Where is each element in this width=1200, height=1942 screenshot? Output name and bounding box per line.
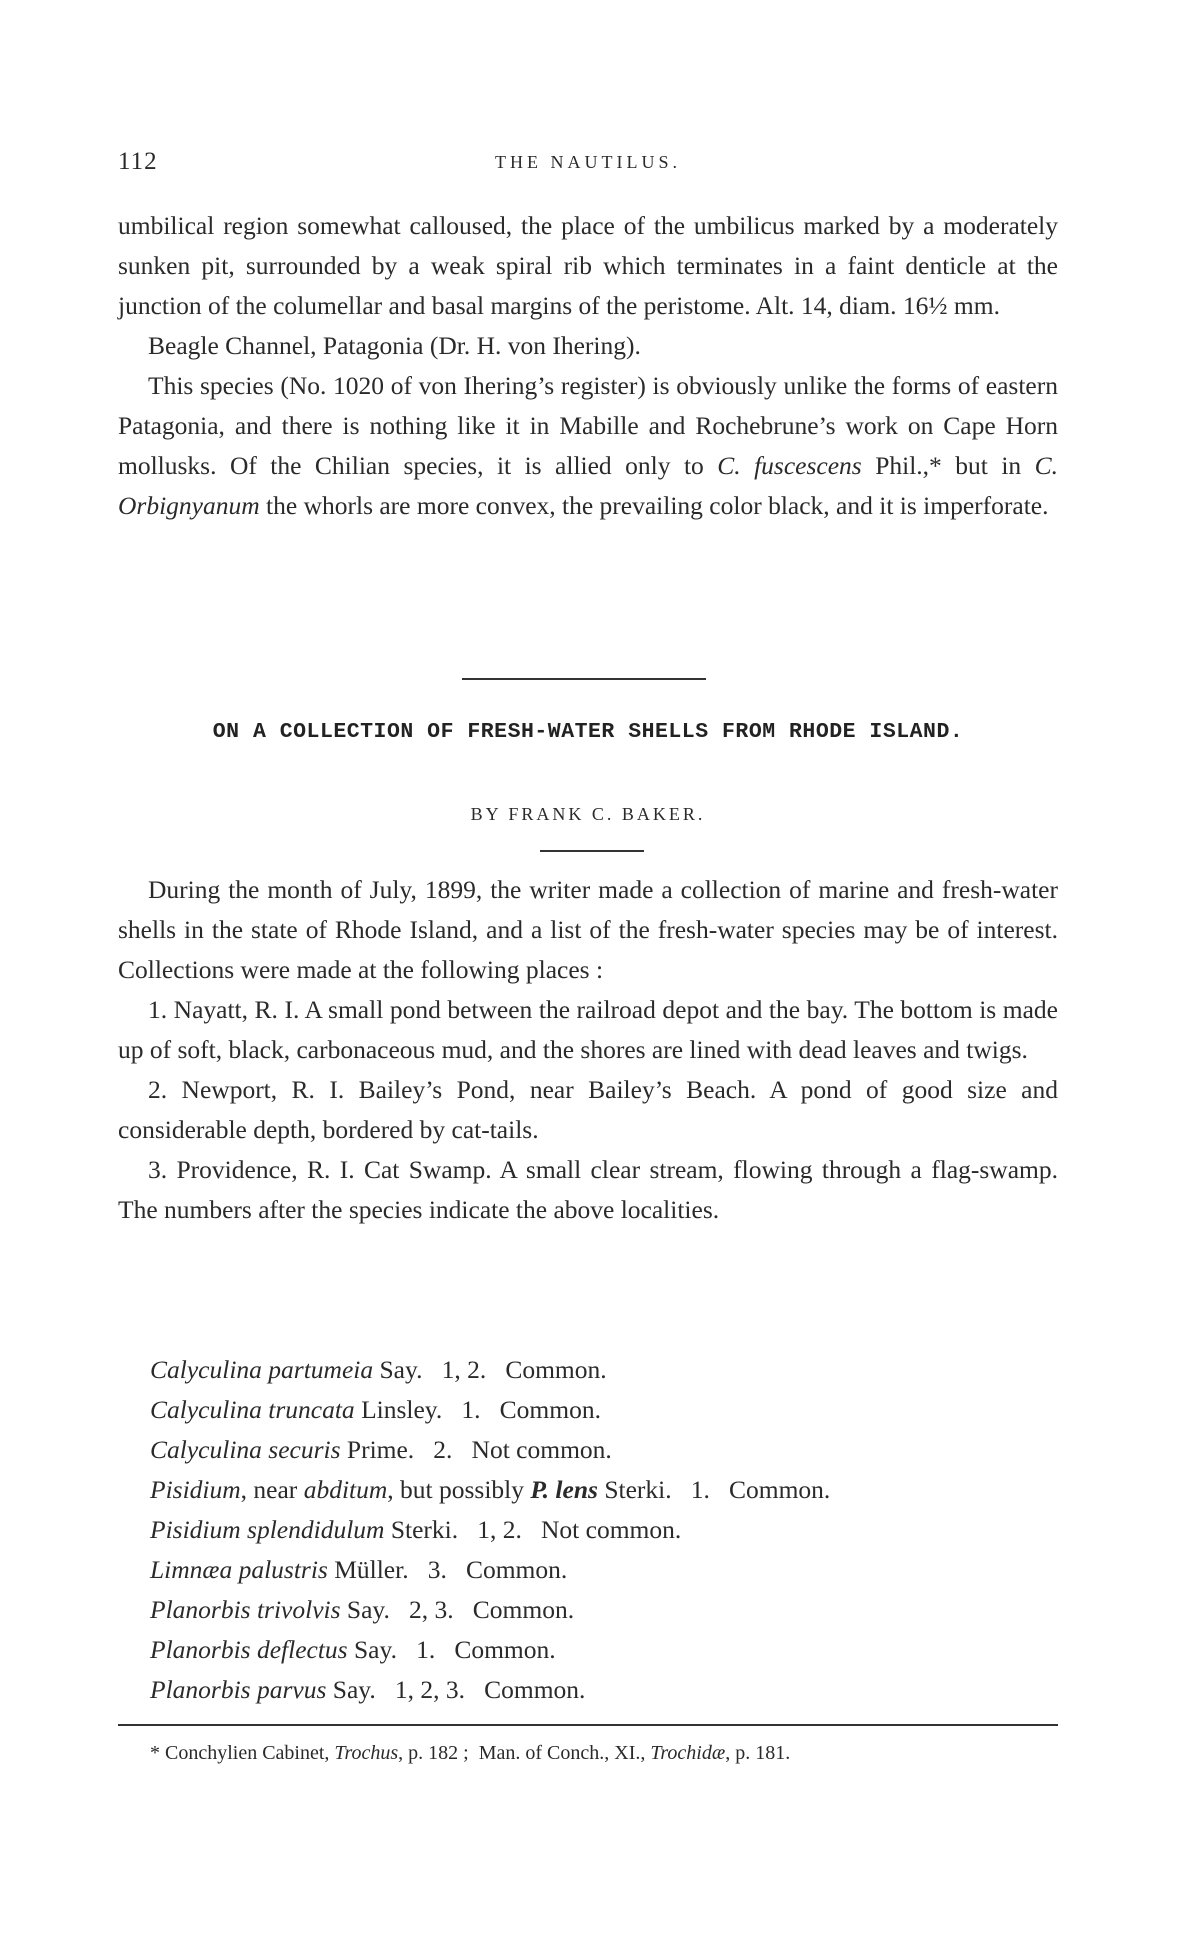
species-detail: Sterki. 1. Common. bbox=[597, 1475, 831, 1504]
continuation-paragraph: umbilical region somewhat calloused, the place of the umbilicus marked by a moderately sunken pit, surrounded by a weak spiral rib which terminates in a faint denticle at the junction of the columellar and basal margins of the peristome. Alt. 14, diam. 16½ mm. bbox=[118, 211, 1058, 320]
species-entry bbox=[150, 1390, 1070, 1430]
species-name: Limnæa palustris bbox=[150, 1555, 328, 1584]
continuation-section bbox=[118, 206, 1058, 526]
page-number: 112 bbox=[118, 148, 158, 175]
species-name: Calyculina partumeia bbox=[150, 1355, 374, 1384]
species-entry bbox=[150, 1430, 1070, 1470]
species-entry bbox=[150, 1470, 1070, 1510]
footnote-text: * Conchylien Cabinet, bbox=[150, 1742, 335, 1764]
species-detail: Say. 1. Common. bbox=[347, 1635, 556, 1664]
species-detail: , near bbox=[240, 1475, 304, 1504]
page-header bbox=[118, 148, 1058, 178]
intro-paragraph: During the month of July, 1899, the writer made a collection of marine and fresh-water shells in the state of Rhode Island, and a list of the fresh-water species may be of interest. Collections were made at the following places : bbox=[118, 875, 1058, 984]
species-entry bbox=[150, 1350, 1070, 1390]
species-detail: Say. 2, 3. Common. bbox=[340, 1595, 575, 1624]
species-name: Planorbis deflectus bbox=[150, 1635, 348, 1664]
footnote-italic: Trochidæ bbox=[650, 1742, 726, 1764]
species-name: Pisidium splendidulum bbox=[150, 1515, 385, 1544]
species-entry bbox=[150, 1510, 1070, 1550]
species-detail: Sterki. 1, 2. Not common. bbox=[384, 1515, 682, 1544]
species-name: P. lens bbox=[530, 1475, 598, 1504]
article-byline: BY FRANK C. BAKER. bbox=[470, 804, 706, 824]
running-title: THE NAUTILUS. bbox=[495, 152, 681, 172]
locality-item: 2. Newport, R. I. Bailey’s Pond, near Bailey’s Beach. A pond of good size and considerable depth, bordered by cat-tails. bbox=[118, 1075, 1058, 1144]
remarks-text-3: the whorls are more convex, the prevailing color black, and it is imperforate. bbox=[266, 491, 1049, 520]
species-name: Calyculina securis bbox=[150, 1435, 341, 1464]
species-detail: Say. 1, 2, 3. Common. bbox=[326, 1675, 586, 1704]
species-entry bbox=[150, 1550, 1070, 1590]
species-detail: , but possibly bbox=[387, 1475, 531, 1504]
footnote bbox=[150, 1742, 1060, 1765]
species-name: Planorbis parvus bbox=[150, 1675, 327, 1704]
species-detail: Prime. 2. Not common. bbox=[340, 1435, 612, 1464]
species-entry bbox=[150, 1670, 1070, 1710]
species-name-orbignyanum: C. Orbignyanum bbox=[118, 451, 1059, 520]
species-entry bbox=[150, 1630, 1070, 1670]
byline-divider bbox=[540, 850, 644, 852]
species-name-fuscescens: C. fuscescens bbox=[717, 451, 862, 480]
species-name: Planorbis trivolvis bbox=[150, 1595, 341, 1624]
footnote-italic: Trochus bbox=[334, 1742, 399, 1764]
locality-item: 1. Nayatt, R. I. A small pond between the railroad depot and the bay. The bottom is made up of soft, black, carbonaceous mud, and the shores are lined with dead leaves and twigs. bbox=[118, 995, 1058, 1064]
remarks-text-1: This species (No. 1020 of von Ihering’s register) is obviously unlike the forms of eastern Patagonia, and there is nothing like it in Mabille and Rochebrune’s work on Cape Horn mollusks. Of the Chilian species, it is allied only to bbox=[118, 371, 1058, 480]
article-title: ON A COLLECTION OF FRESH-WATER SHELLS FROM RHODE ISLAND. bbox=[212, 720, 964, 744]
footnote-divider bbox=[118, 1724, 1058, 1726]
species-detail: Say. 1, 2. Common. bbox=[373, 1355, 607, 1384]
remarks-paragraph bbox=[118, 366, 1058, 526]
article-body bbox=[118, 870, 1058, 1230]
species-entry bbox=[150, 1590, 1070, 1630]
footnote-text: , p. 182 ; Man. of Conch., XI., bbox=[398, 1742, 651, 1764]
species-name: abditum bbox=[303, 1475, 388, 1504]
section-divider bbox=[462, 678, 706, 680]
species-name: Calyculina truncata bbox=[150, 1395, 355, 1424]
species-list bbox=[150, 1350, 1070, 1710]
remarks-text-2: Phil.,* but in bbox=[875, 451, 1022, 480]
locality-item: 3. Providence, R. I. Cat Swamp. A small clear stream, flowing through a flag-swamp. The numbers after the species indicate the above localities. bbox=[118, 1155, 1058, 1224]
species-detail: Müller. 3. Common. bbox=[327, 1555, 568, 1584]
species-detail: Linsley. 1. Common. bbox=[354, 1395, 601, 1424]
locality-line: Beagle Channel, Patagonia (Dr. H. von Ihering). bbox=[148, 331, 641, 360]
footnote-text: , p. 181. bbox=[725, 1742, 791, 1764]
species-name: Pisidium bbox=[150, 1475, 241, 1504]
